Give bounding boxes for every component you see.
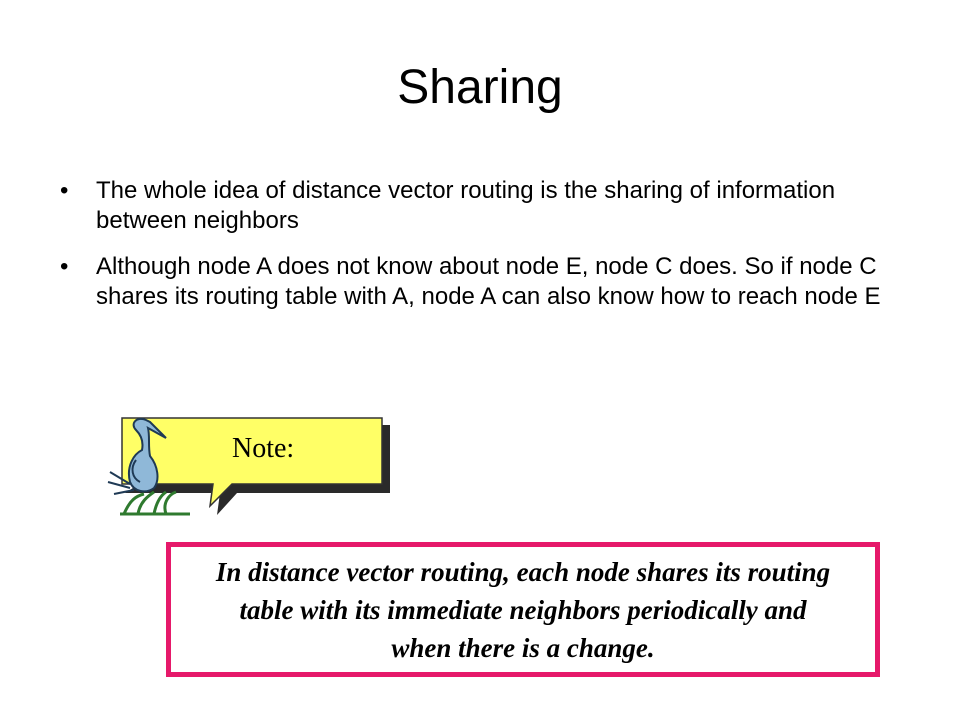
callout-text: In distance vector routing, each node shares its routing table with its immediate neighbors periodically and when there is a change. xyxy=(215,556,831,663)
bullet-marker: • xyxy=(60,177,69,204)
note-label: Note: xyxy=(232,433,295,464)
bullet-item xyxy=(60,176,890,236)
bullet-item xyxy=(60,252,890,312)
bullet-text: Although node A does not know about node E, node C does. So if node C shares its routing table with A, node A can also know how to reach node E xyxy=(96,253,881,310)
bullet-text: The whole idea of distance vector routing is the sharing of information between neighbors xyxy=(96,177,836,234)
bullet-list xyxy=(60,176,890,328)
bullet-marker: • xyxy=(60,253,69,280)
slide-title: Sharing xyxy=(397,61,563,114)
callout-box xyxy=(166,542,880,677)
